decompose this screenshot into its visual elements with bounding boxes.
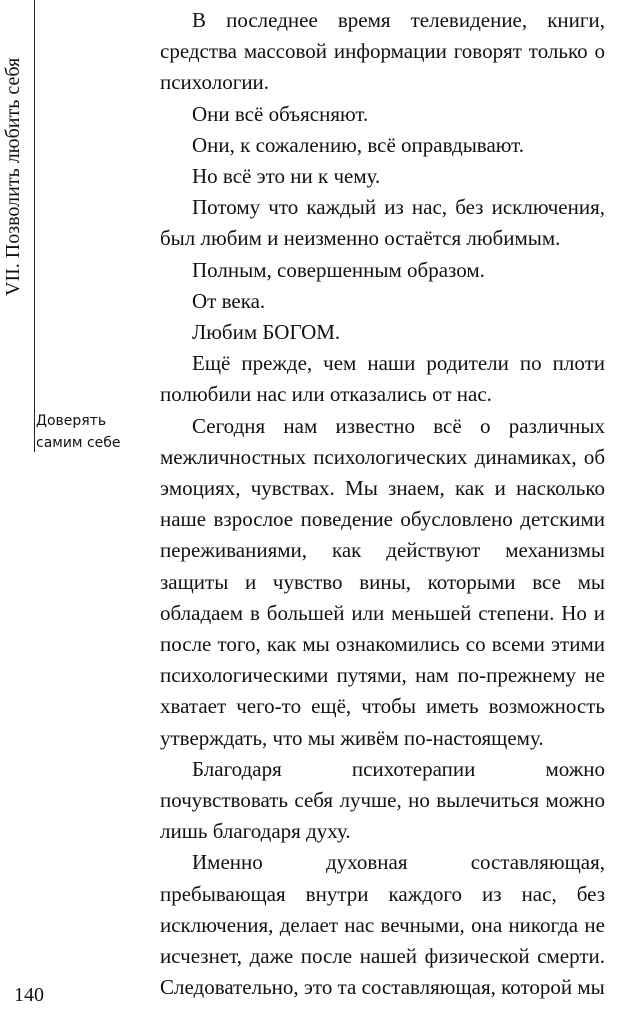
margin-note-line-2: самим себе	[36, 435, 121, 451]
paragraph: Они, к сожалению, всё оправдывают.	[192, 132, 525, 157]
paragraph: Но всё это ни к чему.	[192, 164, 381, 189]
paragraph: Ещё прежде, чем наши родители по плоти полюбили нас или отказались от нас.	[160, 351, 605, 407]
body-text	[160, 5, 605, 1004]
paragraph: Любим БОГОМ.	[192, 320, 341, 345]
paragraph: Потому что каждый из нас, без исключения, был любим и неизменно остаётся любимым.	[160, 195, 605, 251]
margin-note-line-1: Доверять	[36, 413, 107, 429]
paragraph: Полным, совершенным образом.	[192, 257, 485, 282]
running-head-text: VII. Позволить любить себя	[2, 57, 24, 296]
paragraph: В последнее время телевидение, книги, средства массовой информации говорят только о психологии.	[160, 8, 605, 95]
paragraph: Они всё объясняют.	[192, 101, 369, 126]
margin-rule	[34, 0, 35, 452]
paragraph: Сегодня нам известно всё о различных межличностных психологических динамиках, об эмоциях, чувствах. Мы знаем, как и насколько наше взрослое поведение обусловлено детскими переживаниями, как действуют механизмы защиты и чувство вины, которыми все мы обладаем в большей или меньшей степени. Но и после того, как мы ознакомились со всеми этими психологическими путями, нам по-прежнему не хватает чего-то ещё, чтобы иметь возможность утверждать, что мы живём по-настоящему.	[160, 413, 605, 750]
margin-note	[36, 410, 146, 454]
paragraph: От века.	[192, 288, 266, 313]
paragraph: Именно духовная составляющая, пребывающая внутри каждого из нас, без исключения, делает нас вечными, она никогда не исчезнет, даже после нашей физической смерти. Следовательно, это та составляющая, которой мы	[160, 850, 605, 1000]
page-number: 140	[14, 984, 44, 1006]
running-head	[0, 20, 26, 300]
paragraph: Благодаря психотерапии можно почувствовать себя лучше, но вылечиться можно лишь благодаря духу.	[160, 756, 605, 844]
